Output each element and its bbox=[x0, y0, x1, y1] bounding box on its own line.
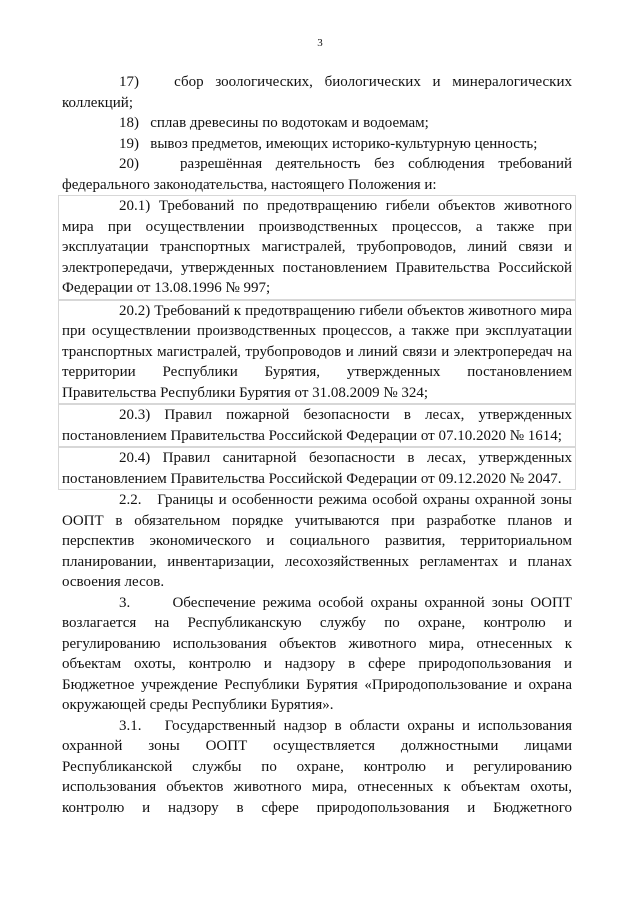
page-number: 3 bbox=[317, 37, 323, 49]
paragraph-section-3: 3. Обеспечение режима особой охраны охранной зоны ООПТ возлагается на Республиканскую службу по охране, контролю и регулированию использования объектов животного мира, отнесенных к объектам охоты, контролю и надзору в сфере природопользования и Бюджетное учреждение Республики Бурятия «Природопользование и охрана окружающей среды Республики Бурятия». bbox=[62, 594, 572, 713]
paragraph-item-18: 18) сплав древесины по водотокам и водоемам; bbox=[119, 115, 429, 131]
paragraph-item-20-2: 20.2) Требований к предотвращению гибели объектов животного мира при осуществлении производственных процессов, а также при эксплуатации транспортных магистралей, трубопроводов и линий связи и электропередач на территории Республики Бурятия, утвержденных постановлением Правительства Республики Бурятия от 31.08.2009 № 324; bbox=[58, 300, 576, 405]
paragraph-item-19: 19) вывоз предметов, имеющих историко-культурную ценность; bbox=[119, 135, 538, 152]
paragraph-section-3-1: 3.1. Государственный надзор в области охраны и использования охранной зоны ООПТ осуществляется должностными лицами Республиканской службы по охране, контролю и регулированию использования объектов животного мира, отнесенных к объектам охоты, контролю и надзору в сфере природопользования и Бюджетного bbox=[62, 717, 572, 816]
paragraph-item-20-1: 20.1) Требований по предотвращению гибели объектов животного мира при осуществлении производственных процессов, а также при эксплуатации транспортных магистралей, трубопроводов, линий связи и электропередачи, утвержденных постановлением Правительства Российской Федерации от 13.08.1996 № 997; bbox=[58, 195, 576, 300]
paragraph-item-17: 17) сбор зоологических, биологических и минералогических коллекций; bbox=[62, 74, 572, 111]
paragraph-section-2-2: 2.2. Границы и особенности режима особой охраны охранной зоны ООПТ в обязательном порядке учитываются при разработке планов и перспектив экономического и социального развития, территориальном планировании, инвентаризации, лесохозяйственных регламентах и планах освоения лесов. bbox=[62, 492, 572, 590]
paragraph-item-20-4: 20.4) Правил санитарной безопасности в лесах, утвержденных постановлением Правительства Российской Федерации от 09.12.2020 № 2047. bbox=[58, 447, 576, 490]
paragraph-item-20: 20) разрешённая деятельность без соблюдения требований федерального законодательства, настоящего Положения и: bbox=[62, 156, 572, 193]
document-body bbox=[62, 72, 572, 818]
paragraph-item-20-3: 20.3) Правил пожарной безопасности в лесах, утвержденных постановлением Правительства Российской Федерации от 07.10.2020 № 1614; bbox=[58, 404, 576, 447]
